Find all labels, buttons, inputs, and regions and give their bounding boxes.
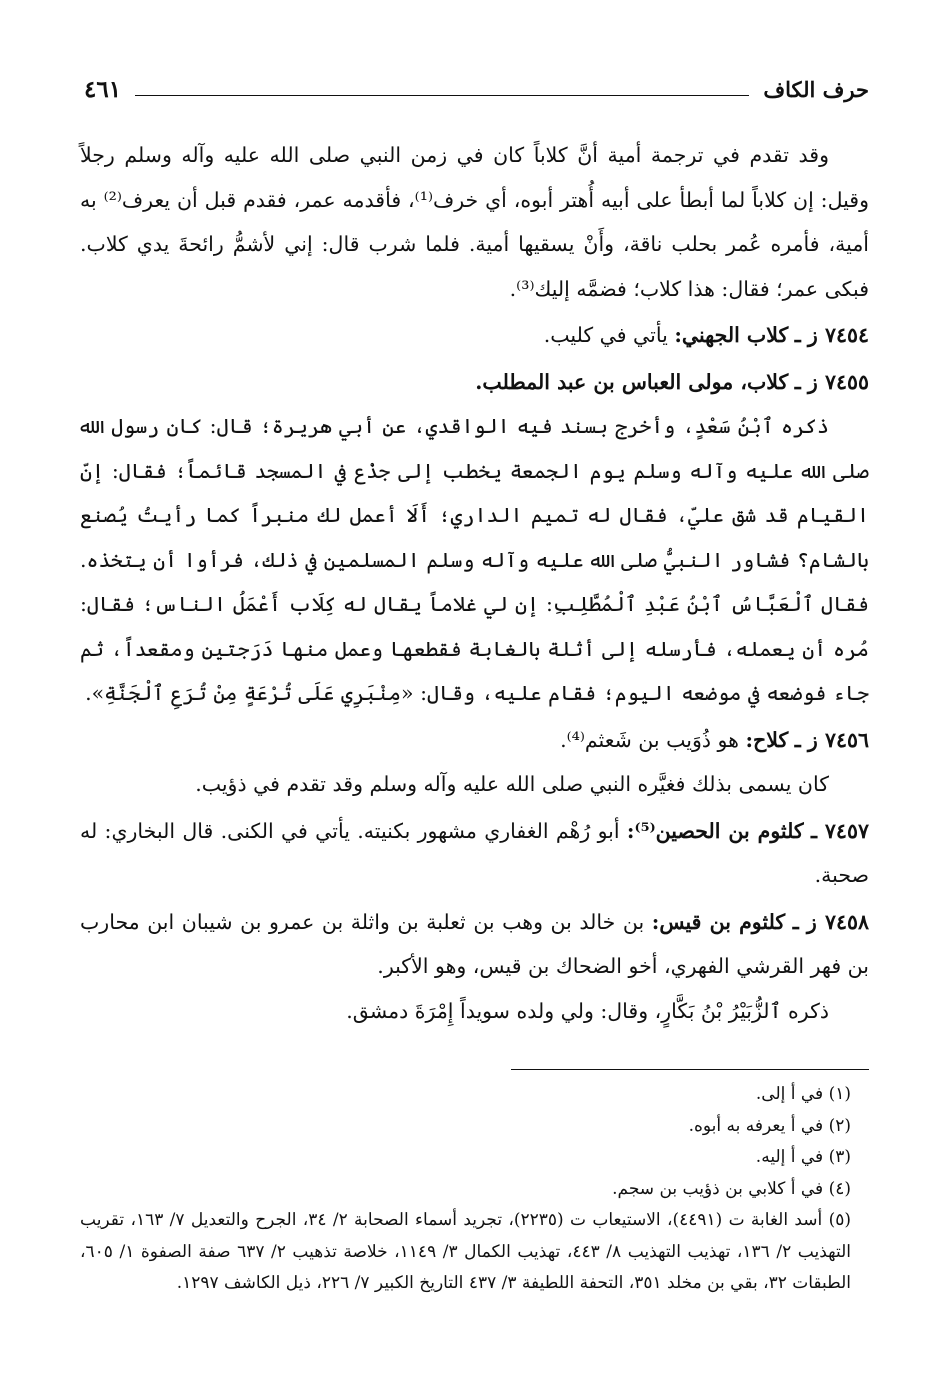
footnote-5: (٥) أسد الغابة ت (٤٤٩١)، الاستيعاب ت (٢٢٣٥)، تجريد أسماء الصحابة ٢/ ٣٤، الجرح والتعديل ٧/ ١٦٣، تقريب التهذيب ٢/ ١٣٦، تهذيب التهذيب ٨/ ٤٤٣، تهذيب الكمال ٣/ ١١٤٩، خلاصة تذهيب ٢/ ٦٣٧ صفة الصفوة ١/ ٦٠٥، الطبقات ٣٢، بقي بن مخلد ٣٥١، التحفة اللطيفة ٣/ ٤٣٧ التاريخ الكبير ٧/ ٢٢٦، ذيل الكاشف ١٢٩٧. bbox=[80, 1210, 852, 1293]
entry-number: ٧٤٥٨ ز ـ bbox=[792, 909, 869, 934]
entry-name: كلثوم بن الحصين⁽⁵⁾: bbox=[626, 818, 804, 843]
footnote-3: (٣) في أ إليه. bbox=[755, 1147, 851, 1167]
entry-text: يأتي في كليب. bbox=[543, 323, 668, 347]
entry-number: ٧٤٥٥ ز ـ bbox=[794, 369, 869, 394]
paragraph-zubayr: ذكره ٱلزُّبَيْرُ بْنُ بَكَّارٍ، وقال: ولي ولده سويداً إِمْرَةَ دمشق. bbox=[346, 998, 829, 1023]
paragraph-minbar: ذكره ٱبْنُ سَعْدٍ، وأخرج بسند فيه الواقدي، عن أبي هريرة؛ قال: كان رسول الله صلى الله عليه وآله وسلم يوم الجمعة يخطب إلى جذْع في المسجد قائماً؛ فقال: إنّ القيام قد شق عليّ، فقال له تميم الداري؛ أَلَا أعمل لك منبراً كما رأيتُ يُصنع بالشام؟ فشاور النبيُّ صلى الله عليه وآله وسلم المسلمين في ذلك، فرأوا أن يتخذه. فقال ٱلْعَبَّاسُ ٱبْنُ عَبْدِ ٱلْمُطَّلِبِ: إن لي غلاماً يقال له كِلَاب أَعْمَلُ الناس؛ فقال: مُره أن يعمله، فأرسله إلى أثلة بالغابة فقطعها وعمل منها دَرَجتين ومقعداً، ثم جاء فوضعه في موضعه اليوم؛ فقام عليه، وقال: «مِنْبَرِي عَلَى تُرْعَةٍ مِنْ تُرَعِ ٱلْجَنَّةِ». bbox=[80, 414, 869, 705]
entry-text: هو ذُوَيب بن شَعثم⁽⁴⁾. bbox=[560, 727, 739, 752]
entry-text: بن خالد بن وهب بن ثعلبة بن واثلة بن عمرو بن شيبان ابن محارب بن فهر القرشي الفهري، أخو الضحاك بن قيس، وهو الأكبر. bbox=[80, 909, 869, 978]
main-text bbox=[80, 133, 869, 1033]
entry-7458 bbox=[80, 900, 869, 989]
entry-name: كلاب، مولى العباس بن عبد المطلب. bbox=[475, 369, 789, 394]
entry-number: ٧٤٥٤ ز ـ bbox=[794, 323, 869, 347]
chapter-title: حرف الكاف bbox=[763, 76, 869, 102]
footnote-4: (٤) في أ كلابي بن ذؤيب بن سجم. bbox=[612, 1178, 851, 1199]
page-number: ٤٦١ bbox=[84, 75, 122, 103]
running-header bbox=[84, 72, 869, 106]
paragraph-renamed: كان يسمى بذلك فغيَّره النبي صلى الله عليه وآله وسلم وقد تقدم في ذؤيب. bbox=[195, 772, 829, 796]
header-rule bbox=[135, 95, 749, 96]
footnotes bbox=[80, 1079, 851, 1300]
entry-7457 bbox=[80, 809, 869, 898]
footnote-1: (١) في أ إلى. bbox=[755, 1084, 851, 1104]
entry-number: ٧٤٥٧ ـ bbox=[810, 818, 869, 843]
entry-7455 bbox=[80, 360, 869, 405]
paragraph-kilab-umayya: وقد تقدم في ترجمة أمية أنَّ كلاباً كان في زمن النبي صلى الله عليه وآله وسلم رجلاً وقيل: إن كلاباً لما أبطأ على أبيه أُهتر أبوه، أي خرف⁽¹⁾، فأقدمه عمر، فقدم قبل أن يعرف⁽²⁾ به أمية، فأمره عُمر بحلب ناقة، وأَنْ يسقيها أمية. فلما شرب قال: إني لأشمُّ رائحةَ يدي كلاب. فبكى عمر؛ فقال: هذا كلاب؛ فضمَّه إليك⁽³⁾. bbox=[80, 143, 869, 301]
entry-7456 bbox=[80, 718, 869, 763]
entry-name: كلثوم بن قيس: bbox=[651, 909, 786, 934]
entry-text: أبو رُهْم الغفاري مشهور بكنيته. يأتي في الكنى. قال البخاري: له صحبة. bbox=[80, 818, 869, 887]
entry-7454 bbox=[80, 313, 869, 358]
entry-name: كلاح: bbox=[745, 727, 789, 752]
footnote-2: (٢) في أ يعرفه به أبوه. bbox=[688, 1115, 851, 1136]
footnote-separator bbox=[511, 1069, 869, 1070]
entry-number: ٧٤٥٦ ز ـ bbox=[794, 727, 869, 752]
entry-name: كلاب الجهني: bbox=[674, 323, 789, 347]
